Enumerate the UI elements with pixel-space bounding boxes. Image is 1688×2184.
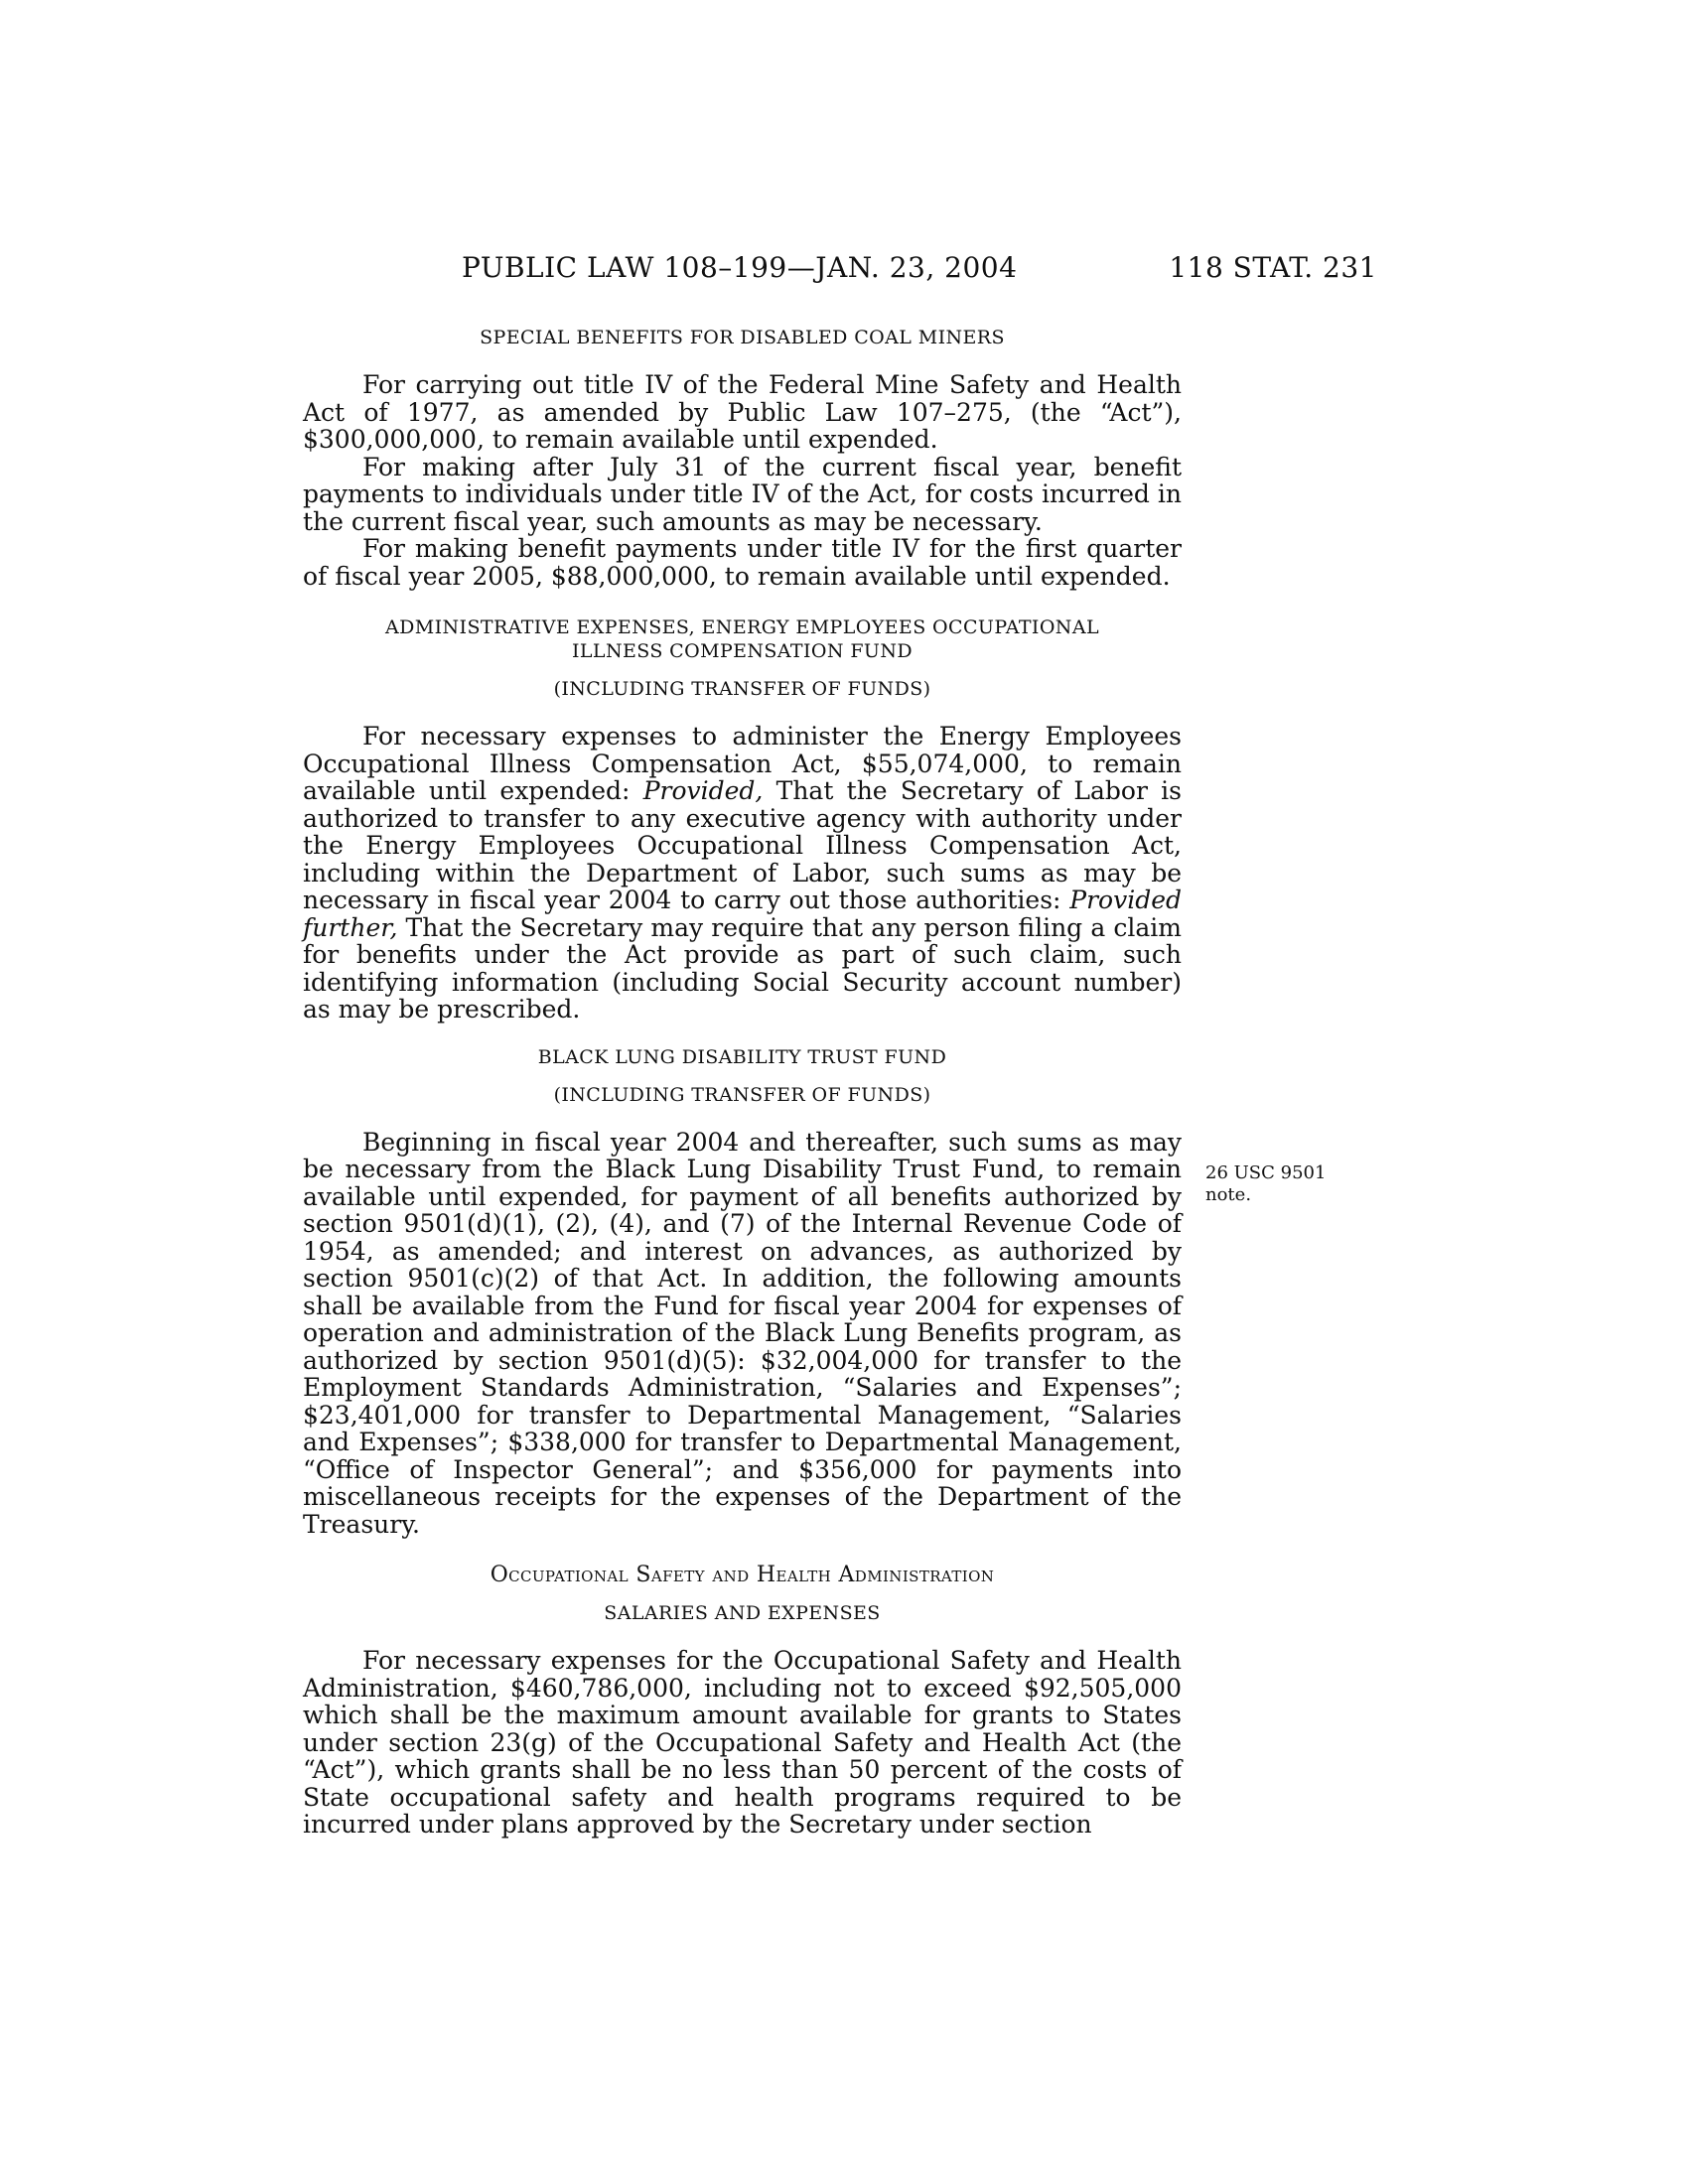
agency-heading-osha [303, 1564, 1182, 1587]
margin-note-line-1: 26 USC 9501 [1205, 1162, 1327, 1183]
proviso-provided-further: Provided further, [303, 886, 1182, 942]
margin-note-usc-citation [1205, 1162, 1344, 1206]
energy-employees-paragraph [303, 723, 1182, 1024]
energy-employees-subheading: (INCLUDING TRANSFER OF FUNDS) [553, 678, 931, 700]
section-heading-coal-miners: SPECIAL BENEFITS FOR DISABLED COAL MINERS [480, 327, 1005, 348]
coal-miners-paragraph-3: For making benefit payments under title IV for the first quarter of fiscal year 2005, $88,000,000, to remain available until expended. [303, 534, 1182, 591]
proviso-provided: Provided, [642, 776, 764, 805]
black-lung-paragraph: Beginning in fiscal year 2004 and thereafter, such sums as may be necessary from the Black Lung Disability Trust Fund, to remain available until expended, for payment of all benefits authorized by section 9501(d)(1), (2), (4), and (7) of the Internal Revenue Code of 1954, as amended; and interest on advances, as authorized by section 9501(c)(2) of that Act. In addition, the following amounts shall be available from the Fund for fiscal year 2004 for expenses of operation and administration of the Black Lung Benefits program, as authorized by section 9501(d)(5): $32,004,000 for transfer to the Employment Standards Administration, “Salaries and Expenses”; $23,401,000 for transfer to Departmental Management, “Salaries and Expenses”; $338,000 for transfer to Departmental Management, “Office of Inspector General”; and $356,000 for payments into miscellaneous receipts for the expenses of the Department of the Treasury. [303, 1127, 1182, 1539]
energy-text-a: For necessary expenses to administer the Energy Employees Occupational Illness Compensation Act, $55,074,000, to remain available until expended: [303, 722, 1182, 805]
energy-text-b: That the Secretary of Labor is authorized to transfer to any executive agency with authority under the Energy Employees Occupational Illness Compensation Act, including within the Department of Labor, such sums as may be necessary in fiscal year 2004 to carry out those authorities: [303, 776, 1182, 914]
stat-page-number: 118 STAT. 231 [1169, 251, 1377, 284]
coal-miners-paragraph-2: For making after July 31 of the current fiscal year, benefit payments to individuals under title IV of the Act, for costs incurred in the current fiscal year, such amounts as may be necessary. [303, 452, 1182, 536]
coal-miners-paragraph-1: For carrying out title IV of the Federal Mine Safety and Health Act of 1977, as amended by Public Law 107–275, (the “Act”), $300,000,000, to remain available until expended. [303, 370, 1182, 454]
running-head: PUBLIC LAW 108–199—JAN. 23, 2004 [462, 251, 1018, 284]
section-heading-energy-employees-line-1: ADMINISTRATIVE EXPENSES, ENERGY EMPLOYEES OCCUPATIONAL [385, 616, 1099, 638]
energy-text-c: That the Secretary may require that any person filing a claim for benefits under the Act provide as part of such claim, such identifying information (including Social Security account number) as may be prescribed. [303, 912, 1182, 1024]
section-heading-energy-employees-line-2: ILLNESS COMPENSATION FUND [572, 640, 913, 662]
body-text-column [303, 326, 1182, 1839]
section-heading-black-lung: BLACK LUNG DISABILITY TRUST FUND [537, 1045, 947, 1068]
agency-heading-text: Occupational Safety and Health Administration [490, 1563, 995, 1587]
page-header [303, 251, 1377, 291]
margin-note-line-2: note. [1205, 1184, 1252, 1205]
black-lung-subheading: (INCLUDING TRANSFER OF FUNDS) [553, 1083, 931, 1106]
osha-paragraph: For necessary expenses for the Occupational Safety and Health Administration, $460,786,000, including not to exceed $92,505,000 which shall be the maximum amount available for grants to States under section 23(g) of the Occupational Safety and Health Act (the “Act”), which grants shall be no less than 50 percent of the costs of State occupational safety and health programs required to be incurred under plans approved by the Secretary under section [303, 1646, 1182, 1839]
section-heading-salaries-expenses: SALARIES AND EXPENSES [604, 1602, 881, 1624]
